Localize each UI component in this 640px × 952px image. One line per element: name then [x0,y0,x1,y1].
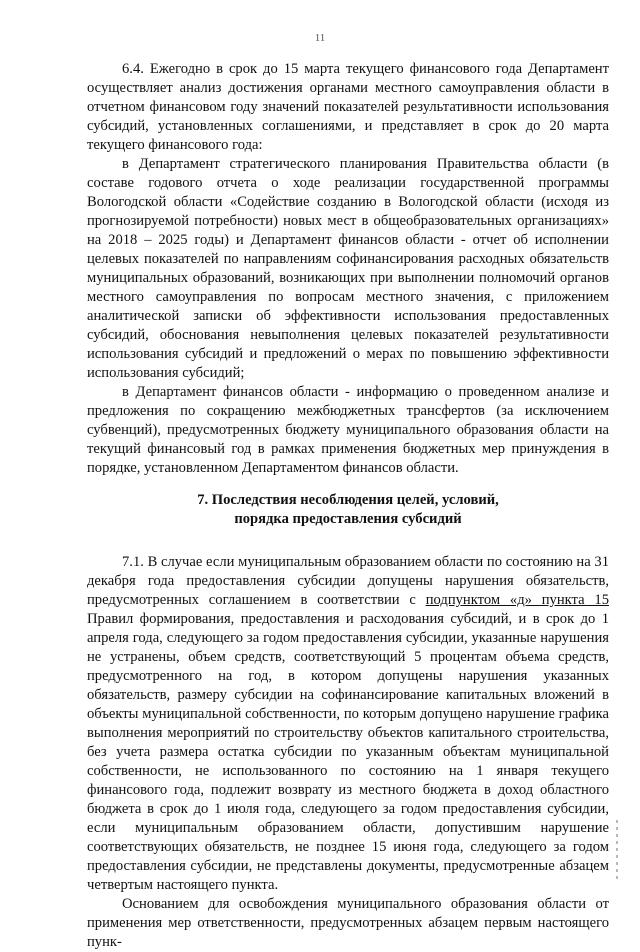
spacer [87,529,609,553]
paragraph-finance-department: в Департамент финансов области - информацию о проведенном анализе и предложения по сокращению межбюджетных трансфертов (за исключением субвенций), предусмотренных бюджету муниципального образования области на текущий финансовый год в рамках применения бюджетных мер принуждения в порядке, установленном Департаментом финансов области. [87,384,609,476]
document-body [87,60,609,952]
paragraph-6-4: 6.4. Ежегодно в срок до 15 марта текущего финансового года Департамент осуществляет анализ достижения органами местного самоуправления области в отчетном финансовом году значений показателей результативности использования субсидий, установленных соглашениями, и представляет в срок до 20 марта текущего финансового года: [87,61,609,153]
scan-artifact [616,820,618,880]
page-number: 11 [314,32,326,44]
paragraph-strategic-planning: в Департамент стратегического планирования Правительства области (в составе годового отчета о ходе реализации государственной программы Вологодской области «Содействие созданию в Вологодской области (исходя из прогнозируемой потребности) новых мест в общеобразовательных организациях» на 2018 – 2025 годы) и Департамент финансов области - отчет об исполнении целевых показателей по направлениям софинансирования расходных обязательств муниципальных образований, возникающих при выполнении полномочий органов местного самоуправления по вопросам местного значения, с приложением аналитической записки об эффективности использования предоставленных субсидий, обоснования невыполнения целевых показателей результативности использования субсидий и предложений о мерах по повышению эффективности использования субсидий; [87,156,609,381]
paragraph-7-1-start: 7.1. В случае если муниципальным образованием области по состоянию на 31 декабря года предоставления субсидии допущены нарушения обязательств, предусмотренных соглашением в соответствии с [87,554,609,608]
reference-link[interactable]: подпунктом «д» пункта 15 [425,592,609,608]
paragraph-exemption-basis: Основанием для освобождения муниципального образования области от применения мер ответственности, предусмотренных абзацем первым настоящего пунк- [87,896,609,950]
section-heading [87,491,609,529]
spacer [87,478,609,491]
heading-line-2: порядка предоставления субсидий [234,511,462,527]
paragraph-7-1 [87,553,609,895]
heading-line-1: 7. Последствия несоблюдения целей, условий, [197,492,499,508]
paragraph-7-1-rest: Правил формирования, предоставления и расходования субсидий, и в срок до 1 апреля года, следующего за годом предоставления субсидии, указанные нарушения не устранены, объем средств, соответствующий 5 процентам объема средств, предусмотренного на год, в котором допущены нарушения указанных обязательств, размеру субсидии на софинансирование капитальных вложений в объекты муниципальной собственности, по которым допущено нарушение графика выполнения мероприятий по строительству объектов капитального строительства, без учета размера остатка субсидии по указанным объектам муниципальной собственности, не использованного по состоянию на 1 января текущего финансового года, подлежит возврату из местного бюджета в доход областного бюджета в срок до 1 июля года, следующего за годом предоставления субсидии, если муниципальным образованием области, допустившим нарушение соответствующих обязательств, не позднее 15 июня года, следующего за годом предоставления субсидии, не представлены документы, предусмотренные абзацем четвертым настоящего пункта. [87,611,609,893]
